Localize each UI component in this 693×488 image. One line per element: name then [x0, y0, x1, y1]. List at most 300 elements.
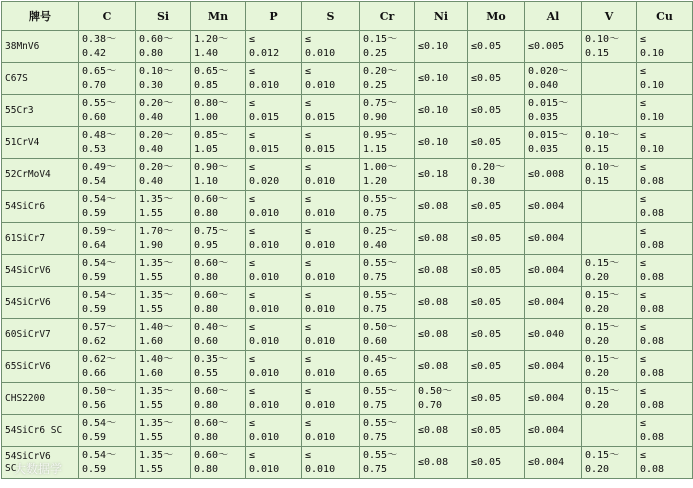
- composition-cell: [191, 447, 246, 479]
- composition-cell: [191, 31, 246, 63]
- composition-cell: [637, 63, 693, 95]
- composition-cell: [79, 63, 136, 95]
- cell-line: 0.08: [640, 271, 665, 283]
- composition-cell: [582, 63, 637, 95]
- cell-line: 0.75: [363, 399, 388, 411]
- cell-line: 0.20～: [139, 161, 174, 173]
- cell-line: ≤: [305, 33, 312, 45]
- composition-cell: [79, 447, 136, 479]
- composition-cell: [468, 191, 525, 223]
- composition-cell: [582, 383, 637, 415]
- cell-line: 0.15: [585, 175, 610, 187]
- composition-cell: [246, 255, 302, 287]
- composition-cell: [468, 159, 525, 191]
- cell-line: 0.40: [139, 175, 164, 187]
- composition-cell: [136, 63, 191, 95]
- cell-line: 1.35～: [139, 193, 174, 205]
- cell-line: ≤: [305, 193, 312, 205]
- cell-line: 0.08: [640, 303, 665, 315]
- composition-cell: [79, 159, 136, 191]
- cell-line: 0.015: [249, 143, 280, 155]
- composition-cell: [136, 415, 191, 447]
- cell-line: 0.60～: [194, 449, 229, 461]
- composition-cell: [79, 255, 136, 287]
- cell-line: 0.010: [249, 303, 280, 315]
- cell-line: 0.012: [249, 47, 280, 59]
- composition-cell: [468, 31, 525, 63]
- cell-line: 0.62: [82, 335, 107, 347]
- composition-cell: [360, 31, 415, 63]
- cell-line: 0.010: [305, 239, 336, 251]
- cell-line: 0.010: [305, 367, 336, 379]
- cell-line: 1.90: [139, 239, 164, 251]
- composition-cell: [525, 287, 582, 319]
- composition-cell: [582, 447, 637, 479]
- cell-line: 0.25: [363, 79, 388, 91]
- composition-cell: [637, 287, 693, 319]
- cell-line: 0.10～: [139, 65, 174, 77]
- composition-cell: [360, 351, 415, 383]
- cell-line: 65SiCrV6: [5, 360, 51, 372]
- composition-cell: [582, 415, 637, 447]
- composition-cell: [582, 127, 637, 159]
- grade-cell: [2, 159, 79, 191]
- cell-line: 0.040: [528, 79, 559, 91]
- composition-cell: [246, 287, 302, 319]
- cell-line: ≤0.05: [471, 456, 502, 468]
- grade-cell: [2, 287, 79, 319]
- composition-cell: [360, 191, 415, 223]
- cell-line: ≤0.08: [418, 360, 449, 372]
- composition-cell: [637, 319, 693, 351]
- cell-line: 0.65: [363, 367, 388, 379]
- composition-cell: [415, 255, 468, 287]
- cell-line: 0.55～: [363, 417, 398, 429]
- composition-cell: [79, 223, 136, 255]
- cell-line: ≤: [249, 97, 256, 109]
- cell-line: 0.60～: [194, 289, 229, 301]
- composition-cell: [360, 287, 415, 319]
- col-header: Mo: [468, 2, 525, 31]
- cell-line: ≤0.08: [418, 424, 449, 436]
- grade-cell: [2, 319, 79, 351]
- composition-cell: [582, 223, 637, 255]
- composition-cell: [136, 95, 191, 127]
- grade-cell: [2, 415, 79, 447]
- composition-cell: [191, 415, 246, 447]
- composition-cell: [136, 223, 191, 255]
- composition-cell: [525, 447, 582, 479]
- cell-line: ≤: [640, 257, 647, 269]
- cell-line: ≤: [305, 97, 312, 109]
- col-header: 牌号: [2, 2, 79, 31]
- cell-line: 0.60: [82, 111, 107, 123]
- cell-line: ≤0.004: [528, 232, 565, 244]
- cell-line: 0.95～: [363, 129, 398, 141]
- cell-line: 0.70: [82, 79, 107, 91]
- cell-line: ≤: [640, 225, 647, 237]
- cell-line: 0.010: [305, 431, 336, 443]
- cell-line: ≤: [305, 161, 312, 173]
- cell-line: 0.10: [640, 111, 665, 123]
- composition-cell: [525, 31, 582, 63]
- composition-cell: [468, 63, 525, 95]
- composition-cell: [136, 191, 191, 223]
- composition-cell: [246, 95, 302, 127]
- cell-line: 54SiCrV6: [5, 450, 51, 462]
- cell-line: 0.035: [528, 143, 559, 155]
- composition-cell: [637, 95, 693, 127]
- grade-cell: [2, 63, 79, 95]
- cell-line: 0.75: [363, 207, 388, 219]
- cell-line: 0.08: [640, 399, 665, 411]
- composition-cell: [468, 447, 525, 479]
- cell-line: ≤: [305, 321, 312, 333]
- composition-cell: [360, 383, 415, 415]
- cell-line: 0.20: [585, 367, 610, 379]
- cell-line: 38MnV6: [5, 40, 40, 52]
- cell-line: 0.20～: [139, 97, 174, 109]
- composition-cell: [525, 191, 582, 223]
- composition-cell: [468, 95, 525, 127]
- cell-line: 0.15～: [585, 385, 620, 397]
- composition-cell: [191, 63, 246, 95]
- grade-cell: [2, 351, 79, 383]
- cell-line: ≤: [640, 129, 647, 141]
- cell-line: ≤0.05: [471, 104, 502, 116]
- composition-cell: [302, 447, 360, 479]
- composition-cell: [191, 223, 246, 255]
- composition-cell: [525, 63, 582, 95]
- cell-line: 0.15: [585, 143, 610, 155]
- cell-line: 0.010: [305, 303, 336, 315]
- cell-line: ≤: [640, 321, 647, 333]
- cell-line: 0.40: [139, 111, 164, 123]
- cell-line: 0.80: [194, 303, 219, 315]
- cell-line: 0.20～: [139, 129, 174, 141]
- cell-line: ≤0.004: [528, 264, 565, 276]
- cell-line: 0.59: [82, 431, 107, 443]
- col-header: Al: [525, 2, 582, 31]
- composition-cell: [79, 383, 136, 415]
- col-header: Cr: [360, 2, 415, 31]
- cell-line: 1.55: [139, 303, 164, 315]
- composition-cell: [136, 447, 191, 479]
- cell-line: ≤: [249, 417, 256, 429]
- cell-line: ≤: [640, 417, 647, 429]
- cell-line: 54SiCr6 SC: [5, 424, 63, 436]
- cell-line: 0.80: [194, 271, 219, 283]
- grade-cell: [2, 383, 79, 415]
- table-row: [2, 191, 693, 223]
- cell-line: 0.57～: [82, 321, 117, 333]
- cell-line: 0.59: [82, 303, 107, 315]
- composition-cell: [525, 351, 582, 383]
- cell-line: 0.66: [82, 367, 107, 379]
- cell-line: ≤: [249, 385, 256, 397]
- cell-line: ≤: [249, 449, 256, 461]
- cell-line: 0.10: [640, 47, 665, 59]
- composition-cell: [468, 127, 525, 159]
- composition-cell: [302, 191, 360, 223]
- composition-cell: [246, 63, 302, 95]
- cell-line: ≤: [640, 65, 647, 77]
- cell-line: 0.010: [305, 47, 336, 59]
- table-row: [2, 415, 693, 447]
- col-header: Ni: [415, 2, 468, 31]
- cell-line: ≤: [640, 449, 647, 461]
- cell-line: ≤0.18: [418, 168, 449, 180]
- col-header: C: [79, 2, 136, 31]
- cell-line: ≤: [640, 353, 647, 365]
- cell-line: ≤: [640, 33, 647, 45]
- composition-cell: [302, 287, 360, 319]
- cell-line: 1.55: [139, 271, 164, 283]
- cell-line: 1.00～: [363, 161, 398, 173]
- composition-cell: [525, 159, 582, 191]
- cell-line: ≤0.08: [418, 232, 449, 244]
- composition-cell: [415, 351, 468, 383]
- composition-cell: [415, 159, 468, 191]
- cell-line: 52CrMoV4: [5, 168, 51, 180]
- cell-line: 1.00: [194, 111, 219, 123]
- cell-line: 51CrV4: [5, 136, 40, 148]
- cell-line: 0.80: [194, 431, 219, 443]
- composition-cell: [637, 351, 693, 383]
- composition-cell: [525, 383, 582, 415]
- cell-line: 0.55～: [363, 449, 398, 461]
- composition-cell: [415, 415, 468, 447]
- watermark: 大数据学: [14, 462, 63, 476]
- cell-line: 0.015: [249, 111, 280, 123]
- composition-cell: [246, 127, 302, 159]
- cell-line: 0.035: [528, 111, 559, 123]
- table-row: [2, 351, 693, 383]
- cell-line: ≤0.004: [528, 456, 565, 468]
- composition-cell: [302, 351, 360, 383]
- composition-cell: [582, 351, 637, 383]
- cell-line: ≤0.008: [528, 168, 565, 180]
- cell-line: 0.54～: [82, 417, 117, 429]
- cell-line: 0.80: [194, 399, 219, 411]
- cell-line: 0.20～: [363, 65, 398, 77]
- cell-line: 0.40: [363, 239, 388, 251]
- grade-cell: [2, 127, 79, 159]
- cell-line: ≤: [305, 225, 312, 237]
- composition-cell: [582, 287, 637, 319]
- cell-line: 0.25～: [363, 225, 398, 237]
- cell-line: 0.75: [363, 303, 388, 315]
- cell-line: 0.55～: [82, 97, 117, 109]
- composition-cell: [525, 223, 582, 255]
- cell-line: 0.20: [585, 399, 610, 411]
- composition-cell: [637, 191, 693, 223]
- composition-cell: [415, 191, 468, 223]
- composition-cell: [191, 351, 246, 383]
- header-row: [2, 2, 693, 31]
- cell-line: 0.010: [249, 463, 280, 475]
- composition-cell: [302, 95, 360, 127]
- cell-line: 55Cr3: [5, 104, 34, 116]
- composition-cell: [582, 255, 637, 287]
- composition-cell: [79, 351, 136, 383]
- cell-line: 0.55～: [363, 193, 398, 205]
- cell-line: 0.60～: [194, 385, 229, 397]
- composition-cell: [637, 383, 693, 415]
- cell-line: 0.80: [194, 207, 219, 219]
- cell-line: ≤: [305, 417, 312, 429]
- cell-line: 0.15～: [585, 321, 620, 333]
- cell-line: ≤0.05: [471, 264, 502, 276]
- cell-line: 0.010: [305, 463, 336, 475]
- cell-line: 0.59～: [82, 225, 117, 237]
- cell-line: 0.75～: [363, 97, 398, 109]
- cell-line: ≤: [640, 97, 647, 109]
- grade-cell: [2, 223, 79, 255]
- cell-line: 0.90: [363, 111, 388, 123]
- cell-line: ≤0.05: [471, 40, 502, 52]
- cell-line: ≤0.040: [528, 328, 565, 340]
- composition-cell: [246, 319, 302, 351]
- cell-line: ≤0.004: [528, 296, 565, 308]
- cell-line: 0.80～: [194, 97, 229, 109]
- cell-line: 0.010: [305, 399, 336, 411]
- cell-line: 1.20: [363, 175, 388, 187]
- cell-line: 1.60: [139, 335, 164, 347]
- cell-line: CHS2200: [5, 392, 46, 404]
- composition-cell: [582, 31, 637, 63]
- cell-line: 0.10～: [585, 161, 620, 173]
- composition-cell: [582, 95, 637, 127]
- composition-cell: [525, 255, 582, 287]
- cell-line: ≤: [305, 65, 312, 77]
- cell-line: 0.55: [194, 367, 219, 379]
- cell-line: 1.20～: [194, 33, 229, 45]
- composition-cell: [246, 351, 302, 383]
- cell-line: 0.10: [640, 79, 665, 91]
- composition-cell: [525, 95, 582, 127]
- cell-line: 0.15～: [585, 449, 620, 461]
- composition-cell: [637, 127, 693, 159]
- composition-cell: [468, 351, 525, 383]
- cell-line: 0.40～: [194, 321, 229, 333]
- cell-line: 0.25: [363, 47, 388, 59]
- composition-cell: [415, 31, 468, 63]
- cell-line: 0.56: [82, 399, 107, 411]
- cell-line: ≤: [249, 161, 256, 173]
- composition-cell: [79, 191, 136, 223]
- cell-line: ≤: [249, 33, 256, 45]
- cell-line: ≤: [305, 385, 312, 397]
- cell-line: 0.50～: [363, 321, 398, 333]
- table-row: [2, 31, 693, 63]
- col-header: V: [582, 2, 637, 31]
- cell-line: 0.15～: [363, 33, 398, 45]
- cell-line: ≤0.10: [418, 104, 449, 116]
- cell-line: 0.010: [249, 79, 280, 91]
- cell-line: 54SiCr6: [5, 200, 46, 212]
- composition-cell: [637, 415, 693, 447]
- composition-cell: [246, 447, 302, 479]
- cell-line: 0.59: [82, 207, 107, 219]
- table-row: [2, 63, 693, 95]
- cell-line: 61SiCr7: [5, 232, 46, 244]
- cell-line: 0.010: [305, 207, 336, 219]
- composition-cell: [246, 223, 302, 255]
- cell-line: 1.10: [194, 175, 219, 187]
- cell-line: ≤0.05: [471, 72, 502, 84]
- cell-line: ≤: [640, 385, 647, 397]
- cell-line: ≤0.08: [418, 296, 449, 308]
- composition-cell: [415, 447, 468, 479]
- composition-cell: [360, 95, 415, 127]
- composition-cell: [302, 127, 360, 159]
- cell-line: 0.80: [194, 463, 219, 475]
- cell-line: 0.010: [249, 399, 280, 411]
- cell-line: 0.30: [471, 175, 496, 187]
- composition-cell: [136, 127, 191, 159]
- composition-cell: [246, 383, 302, 415]
- composition-cell: [360, 415, 415, 447]
- composition-cell: [191, 287, 246, 319]
- cell-line: ≤0.05: [471, 424, 502, 436]
- cell-line: ≤: [305, 289, 312, 301]
- composition-cell: [136, 31, 191, 63]
- composition-cell: [360, 223, 415, 255]
- composition-cell: [136, 287, 191, 319]
- composition-cell: [136, 319, 191, 351]
- cell-line: 0.55～: [363, 385, 398, 397]
- cell-line: 0.08: [640, 431, 665, 443]
- cell-line: 1.70～: [139, 225, 174, 237]
- cell-line: ≤: [305, 449, 312, 461]
- composition-cell: [582, 319, 637, 351]
- cell-line: 0.08: [640, 239, 665, 251]
- cell-line: ≤0.08: [418, 264, 449, 276]
- cell-line: 0.015～: [528, 97, 569, 109]
- cell-line: ≤0.005: [528, 40, 565, 52]
- composition-cell: [415, 319, 468, 351]
- cell-line: 0.60～: [194, 257, 229, 269]
- composition-cell: [136, 383, 191, 415]
- cell-line: 0.20: [585, 303, 610, 315]
- cell-line: 0.65～: [194, 65, 229, 77]
- cell-line: 0.015: [305, 143, 336, 155]
- cell-line: ≤: [305, 353, 312, 365]
- cell-line: 0.59: [82, 271, 107, 283]
- cell-line: 0.08: [640, 207, 665, 219]
- cell-line: 0.59: [82, 463, 107, 475]
- table-row: [2, 223, 693, 255]
- cell-line: 0.15～: [585, 289, 620, 301]
- col-header: Mn: [191, 2, 246, 31]
- composition-cell: [525, 127, 582, 159]
- cell-line: 0.54～: [82, 193, 117, 205]
- table-row: [2, 447, 693, 479]
- composition-cell: [415, 63, 468, 95]
- composition-cell: [302, 63, 360, 95]
- cell-line: 0.35～: [194, 353, 229, 365]
- cell-line: 0.50～: [82, 385, 117, 397]
- cell-line: 1.55: [139, 399, 164, 411]
- composition-cell: [302, 31, 360, 63]
- cell-line: ≤0.05: [471, 360, 502, 372]
- cell-line: ≤: [640, 193, 647, 205]
- cell-line: 0.55～: [363, 289, 398, 301]
- cell-line: 0.62～: [82, 353, 117, 365]
- cell-line: 0.30: [139, 79, 164, 91]
- cell-line: 0.70: [418, 399, 443, 411]
